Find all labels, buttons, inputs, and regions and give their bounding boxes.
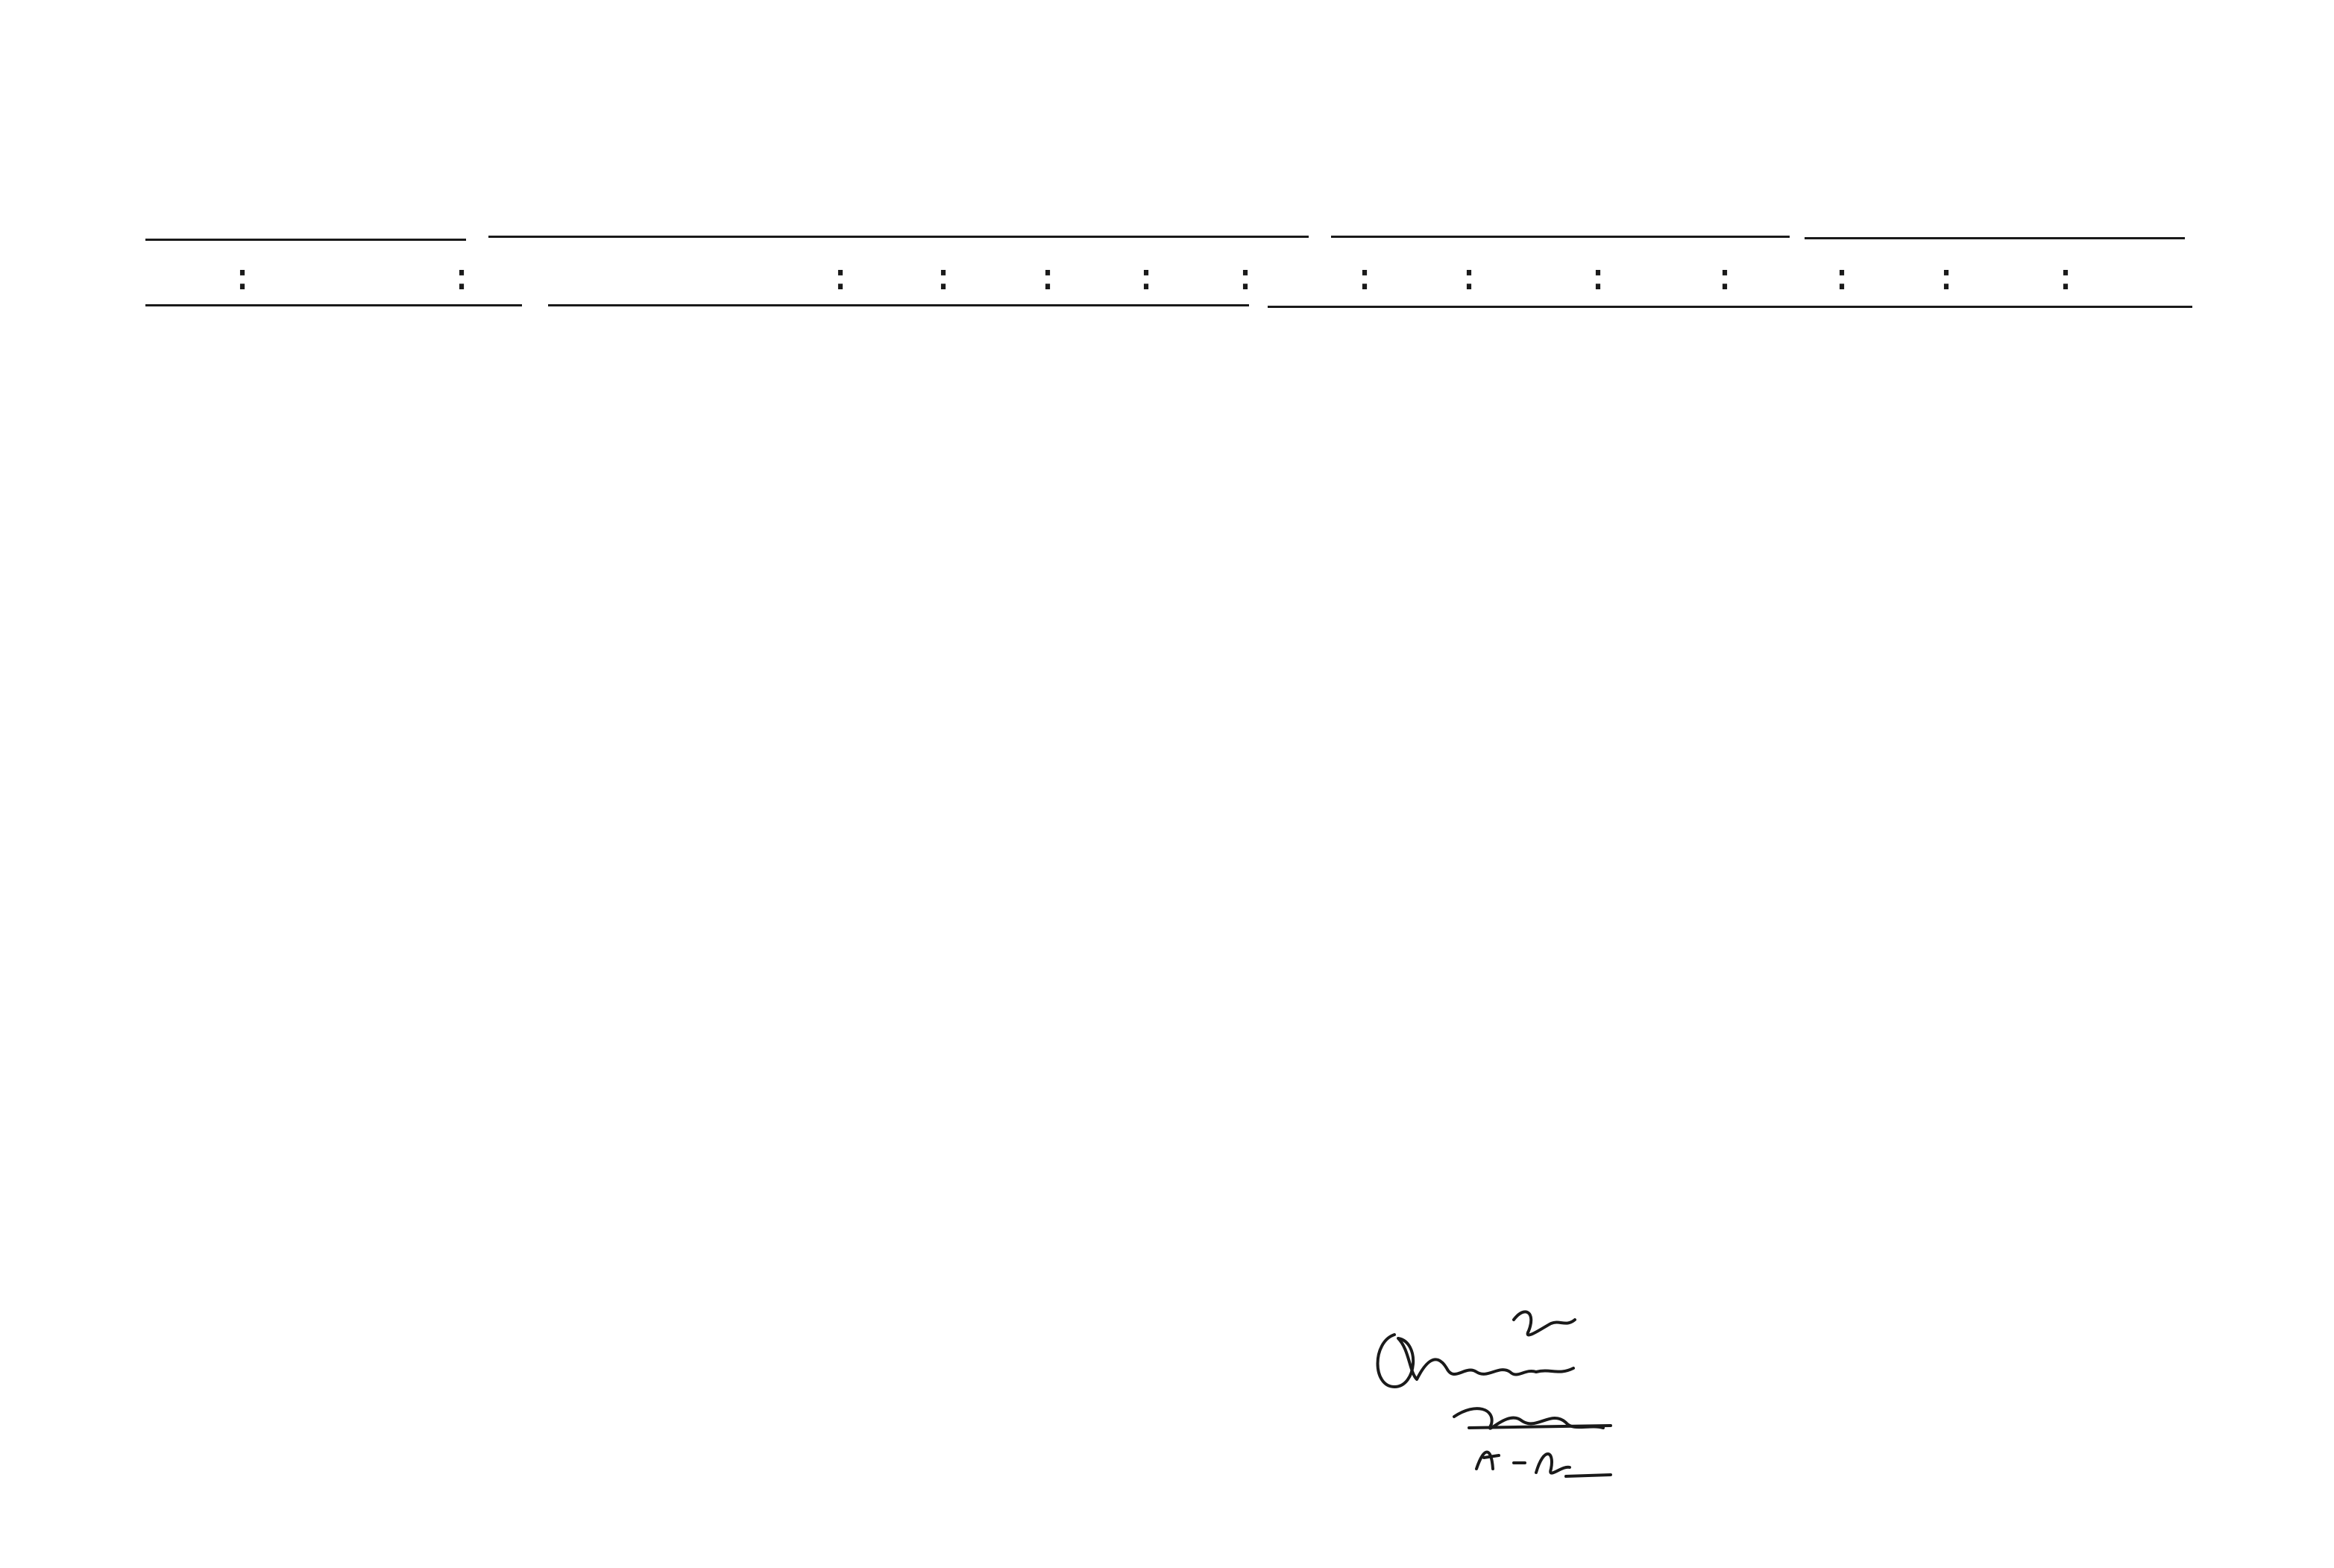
column-separator: :	[1135, 255, 1158, 298]
column-separator: :	[1831, 255, 1854, 298]
column-separator: :	[1587, 255, 1610, 298]
header-rule-top-4	[1805, 237, 2185, 239]
handwritten-signature-icon	[1365, 1297, 1663, 1491]
header-rule-top-2	[488, 236, 1309, 238]
column-separator: :	[450, 255, 474, 298]
column-separator: :	[1037, 255, 1060, 298]
header-rule-top-3	[1331, 236, 1790, 238]
header-rule-bottom-1	[145, 304, 522, 306]
column-separator: :	[1935, 255, 1958, 298]
column-separator: :	[1353, 255, 1377, 298]
column-separator: :	[2054, 255, 2077, 298]
column-separator: :	[1234, 255, 1257, 298]
header-rule-top-1	[145, 239, 466, 241]
column-separator: :	[932, 255, 955, 298]
column-separator: :	[1458, 255, 1481, 298]
column-separator: :	[1714, 255, 1737, 298]
column-separator: :	[829, 255, 852, 298]
header-rule-bottom-3	[1268, 306, 2192, 308]
column-separator: :	[231, 255, 254, 298]
header-rule-bottom-2	[548, 304, 1249, 306]
